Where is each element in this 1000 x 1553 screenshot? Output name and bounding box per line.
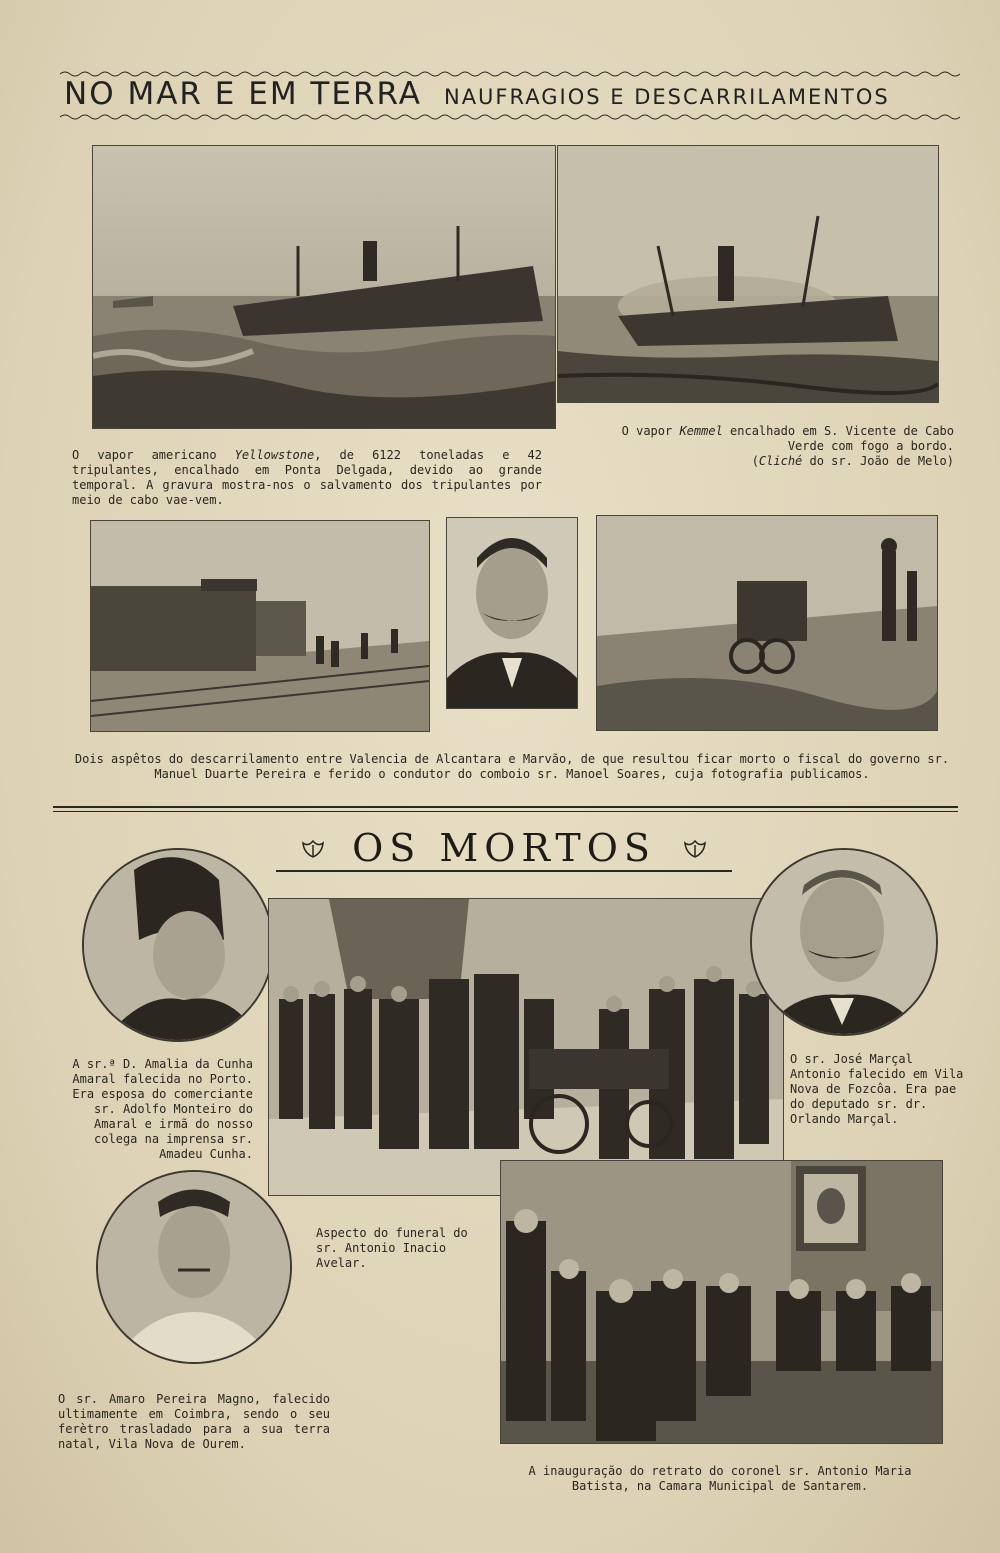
photo-funeral — [268, 898, 784, 1196]
caption-inauguration: A inauguração do retrato do coronel sr. Antonio Maria Batista, na Camara Municipal de Santarem. — [528, 1464, 912, 1493]
caption-kemmel-lead: O vapor — [621, 424, 680, 438]
caption-funeral: Aspecto do funeral do sr. Antonio Inacio Avelar. — [316, 1226, 468, 1270]
section-divider — [53, 806, 958, 808]
page-subtitle: NAUFRAGIOS E DESCARRILAMENTOS — [443, 85, 890, 109]
caption-kemmel-credit-cliche: Cliché — [758, 454, 803, 468]
section-divider-thin — [53, 811, 958, 812]
page-title: NO MAR E EM TERRA — [64, 76, 422, 112]
photo-yellowstone-ship — [92, 145, 556, 429]
caption-amalia: A sr.ª D. Amalia da Cunha Amaral falecida no Porto. Era esposa do comerciante sr. Adolfo Monteiro do Amaral e irmã do nosso colega na imprensa sr. Amadeu Cunha. — [72, 1057, 253, 1161]
section-mortos-header — [276, 826, 732, 872]
header — [64, 76, 954, 112]
caption-kemmel-credit-open: ( — [751, 454, 759, 468]
caption-yellowstone-lead: O vapor americano — [72, 448, 235, 462]
caption-kemmel-ship-name: Kemmel — [679, 424, 723, 438]
caption-kemmel — [580, 424, 954, 469]
photo-amalia-portrait — [82, 848, 274, 1042]
photo-amaro-portrait — [96, 1170, 292, 1364]
photo-inauguration — [500, 1160, 943, 1444]
photo-manoel-soares-portrait — [446, 517, 578, 709]
photo-jose-marcal-portrait — [750, 848, 938, 1036]
caption-derailment: Dois aspêtos do descarrilamento entre Valencia de Alcantara e Marvão, de que resultou ficar morto o fiscal do governo sr. Manuel Duarte Pereira e ferido o condutor do comboio sr. Manoel Soares, cuja fotografia publicamos. — [74, 752, 950, 781]
caption-kemmel-credit: do sr. João de Melo) — [802, 454, 954, 468]
header-wavy-bottom — [60, 113, 960, 121]
caption-jose: O sr. José Marçal Antonio falecido em Vila Nova de Fozcôa. Era pae do deputado sr. dr. Orlando Marçal. — [790, 1052, 964, 1126]
caption-yellowstone — [72, 448, 542, 508]
caption-amaro: O sr. Amaro Pereira Magno, falecido ultimamente em Coimbra, sendo o seu ferètro trasladado para a sua terra natal, Vila Nova de Ourem. — [58, 1392, 330, 1451]
caption-yellowstone-body: , de 6122 toneladas e 42 tripulantes, encalhado em Ponta Delgada, devido ao grande temporal. A gravura mostra-nos o salvamento dos tripulantes por meio de cabo vae-vem. — [72, 448, 543, 507]
tulip-ornament-icon — [682, 837, 708, 859]
caption-yellowstone-ship-name: Yellowstone — [234, 448, 315, 462]
photo-derailment-1 — [90, 520, 430, 732]
section-title: OS MORTOS — [352, 826, 656, 870]
caption-kemmel-body: encalhado em S. Vicente de Cabo Verde com fogo a bordo. — [722, 424, 954, 453]
photo-kemmel-ship — [557, 145, 939, 403]
tulip-ornament-icon — [300, 837, 326, 859]
photo-derailment-2 — [596, 515, 938, 731]
